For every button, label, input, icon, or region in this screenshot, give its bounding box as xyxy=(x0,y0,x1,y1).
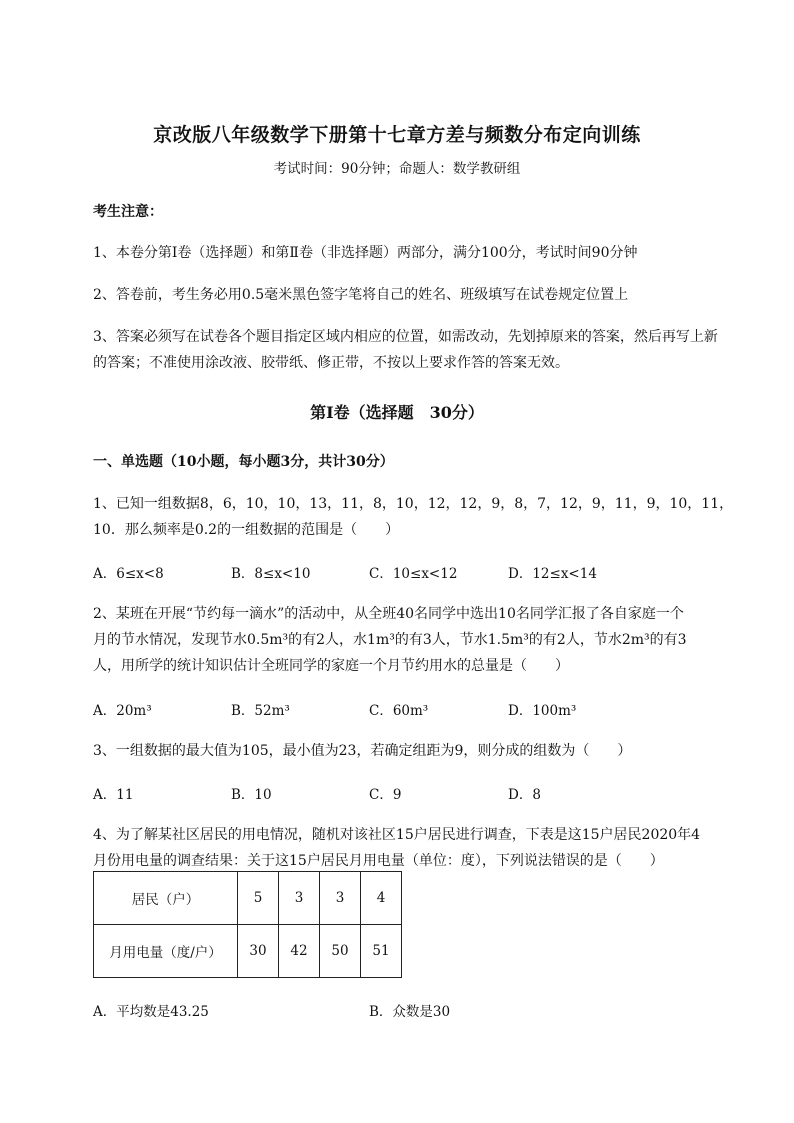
table-row-label: 居民（户） xyxy=(94,872,238,925)
notice-item-2: 2、答卷前，考生务必用0.5毫米黑色签字笔将自己的姓名、班级填写在试卷规定位置上 xyxy=(93,287,629,303)
q2-option-a[interactable]: A．20m³ xyxy=(93,703,152,719)
q1-option-a[interactable]: A．6≤x<8 xyxy=(93,566,164,582)
part1-title: 第I卷（选择题 30分） xyxy=(310,403,484,422)
notice-heading: 考生注意： xyxy=(93,204,163,220)
q3-option-c[interactable]: C．9 xyxy=(369,787,402,803)
table-cell: 51 xyxy=(361,925,402,978)
section-heading: 一、单选题（10小题，每小题3分，共计30分） xyxy=(93,454,394,470)
q1-stem-line1: 1、已知一组数据8，6，10，10，13，11，8，10，12，12，9，8，7，12，9，11，9，10，11， xyxy=(93,496,734,512)
notice-item-1: 1、本卷分第I卷（选择题）和第Ⅱ卷（非选择题）两部分，满分100分，考试时间90分钟 xyxy=(93,245,638,261)
table-cell: 42 xyxy=(279,925,320,978)
notice-item-3-cont: 的答案；不准使用涂改液、胶带纸、修正带，不按以上要求作答的答案无效。 xyxy=(93,355,569,371)
table-cell: 50 xyxy=(320,925,361,978)
table-row xyxy=(94,872,402,925)
q3-option-a[interactable]: A．11 xyxy=(93,787,134,803)
page-title: 京改版八年级数学下册第十七章方差与频数分布定向训练 xyxy=(153,124,641,146)
table-cell: 30 xyxy=(238,925,279,978)
q2-stem-line2: 月的节水情况，发现节水0.5m³的有2人，水1m³的有3人，节水1.5m³的有2人，节水2m³的有3 xyxy=(93,632,687,648)
q4-option-a[interactable]: A．平均数是43.25 xyxy=(93,1004,209,1020)
q1-option-d[interactable]: D．12≤x<14 xyxy=(508,566,597,582)
q2-option-c[interactable]: C．60m³ xyxy=(369,703,429,719)
q3-option-d[interactable]: D．8 xyxy=(508,787,541,803)
q1-option-b[interactable]: B．8≤x<10 xyxy=(231,566,311,582)
q4-stem-line1: 4、为了解某社区居民的用电情况，随机对该社区15户居民进行调查，下表是这15户居民2020年4 xyxy=(93,827,701,843)
q1-option-c[interactable]: C．10≤x<12 xyxy=(369,566,458,582)
exam-info: 考试时间：90分钟；命题人：数学教研组 xyxy=(273,161,521,177)
q3-stem: 3、一组数据的最大值为105，最小值为23，若确定组距为9，则分成的组数为（ ） xyxy=(93,743,632,759)
notice-item-3: 3、答案必须写在试卷各个题目指定区域内相应的位置，如需改动，先划掉原来的答案，然后再写上新 xyxy=(93,329,718,345)
q4-stem-line2: 月份用电量的调查结果：关于这15户居民月用电量（单位：度），下列说法错误的是（ ） xyxy=(93,853,664,869)
table-cell: 3 xyxy=(320,872,361,925)
electricity-table xyxy=(93,871,402,978)
q2-stem-line3: 人，用所学的统计知识估计全班同学的家庭一个月节约用水的总量是（ ） xyxy=(93,658,569,674)
q2-option-b[interactable]: B．52m³ xyxy=(231,703,290,719)
q2-option-d[interactable]: D．100m³ xyxy=(508,703,577,719)
q2-stem-line1: 2、某班在开展“节约每一滴水”的活动中，从全班40名同学中选出10名同学汇报了各自家庭一个 xyxy=(93,606,684,622)
q4-option-b[interactable]: B．众数是30 xyxy=(369,1004,451,1020)
table-row xyxy=(94,925,402,978)
table-cell: 3 xyxy=(279,872,320,925)
q3-option-b[interactable]: B．10 xyxy=(231,787,272,803)
table-cell: 4 xyxy=(361,872,402,925)
q1-stem-line2: 10．那么频率是0.2的一组数据的范围是（ ） xyxy=(93,522,400,538)
table-cell: 5 xyxy=(238,872,279,925)
table-row-label: 月用电量（度/户） xyxy=(94,925,238,978)
